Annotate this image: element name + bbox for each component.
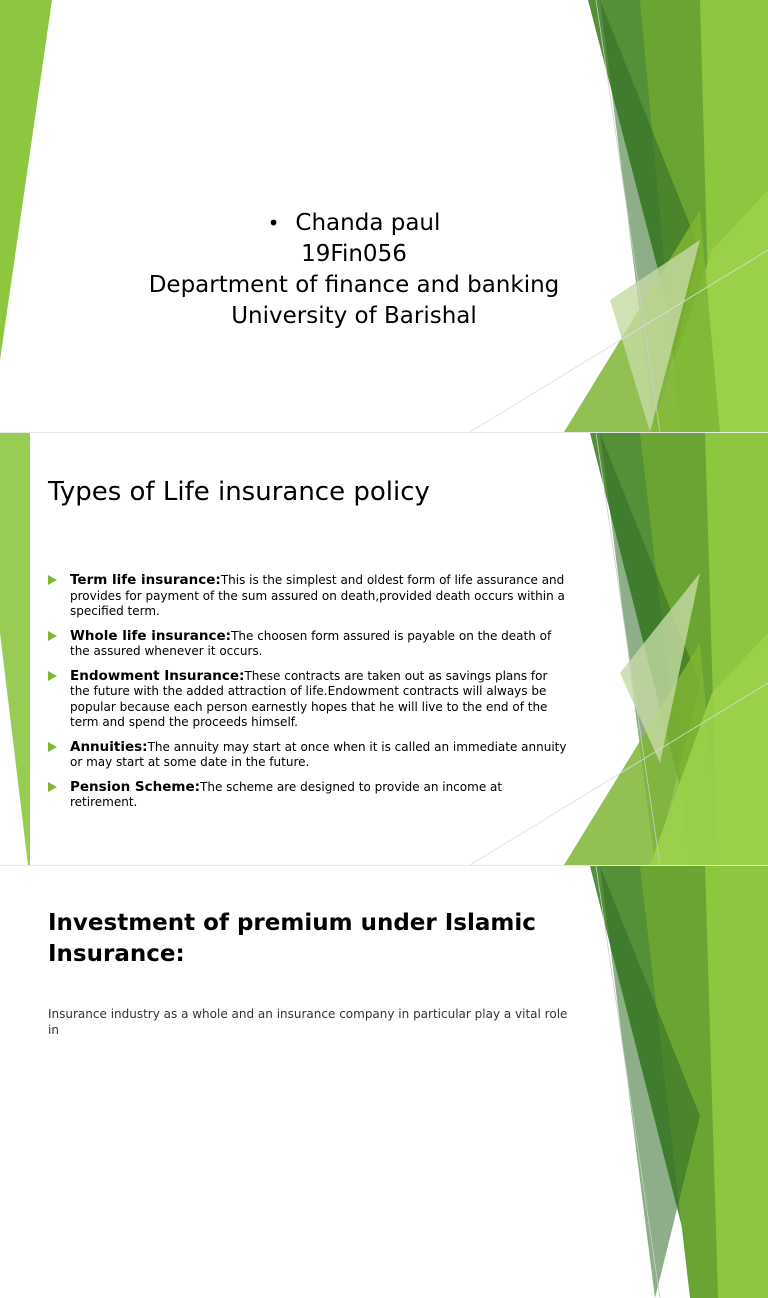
policy-term: Pension Scheme: xyxy=(70,778,201,795)
arrow-bullet-icon xyxy=(48,575,57,585)
presenter-info xyxy=(0,208,708,332)
policy-description: These contracts are taken out as savings plans for the future with the added attraction of life.Endowment contracts will always be popular because each person earnestly hopes that he will live to the end of the term and spend the proceeds himself. xyxy=(70,668,548,729)
arrow-bullet-icon xyxy=(48,742,57,752)
policy-description: The scheme are designed to provide an income at retirement. xyxy=(70,779,503,809)
arrow-bullet-icon xyxy=(48,782,57,792)
department: Department of finance and banking xyxy=(148,272,560,298)
list-item xyxy=(48,740,568,771)
presenter-name: Chanda paul xyxy=(295,210,441,236)
policy-term: Annuities: xyxy=(70,738,148,755)
list-item xyxy=(48,573,568,620)
slide-title: Types of Life insurance policy xyxy=(48,477,430,507)
policy-term: Whole life insurance: xyxy=(70,627,232,644)
investment-slide xyxy=(0,866,768,1037)
body-text: Insurance industry as a whole and an insurance company in particular play a vital role in xyxy=(48,1007,568,1037)
policy-term: Endowment Insurance: xyxy=(70,667,245,684)
arrow-bullet-icon xyxy=(48,631,57,641)
bullet-icon: • xyxy=(267,211,280,235)
policy-list xyxy=(48,573,568,820)
title-slide xyxy=(0,0,768,432)
university: University of Barishal xyxy=(231,303,477,329)
student-id: 19Fin056 xyxy=(301,241,407,267)
slide-title: Investment of premium under Islamic Insurance: xyxy=(48,910,536,967)
types-slide xyxy=(0,433,768,865)
list-item xyxy=(48,669,568,731)
list-item xyxy=(48,629,568,660)
policy-description: This is the simplest and oldest form of life assurance and provides for payment of the sum assured on death,provided death occurs within a specified term. xyxy=(70,573,565,618)
policy-term: Term life insurance: xyxy=(70,572,221,588)
policy-description: The annuity may start at once when it is called an immediate annuity or may start at some date in the future. xyxy=(70,739,567,769)
policy-description: The choosen form assured is payable on the death of the assured whenever it occurs. xyxy=(70,628,552,658)
list-item xyxy=(48,780,568,811)
arrow-bullet-icon xyxy=(48,671,57,681)
